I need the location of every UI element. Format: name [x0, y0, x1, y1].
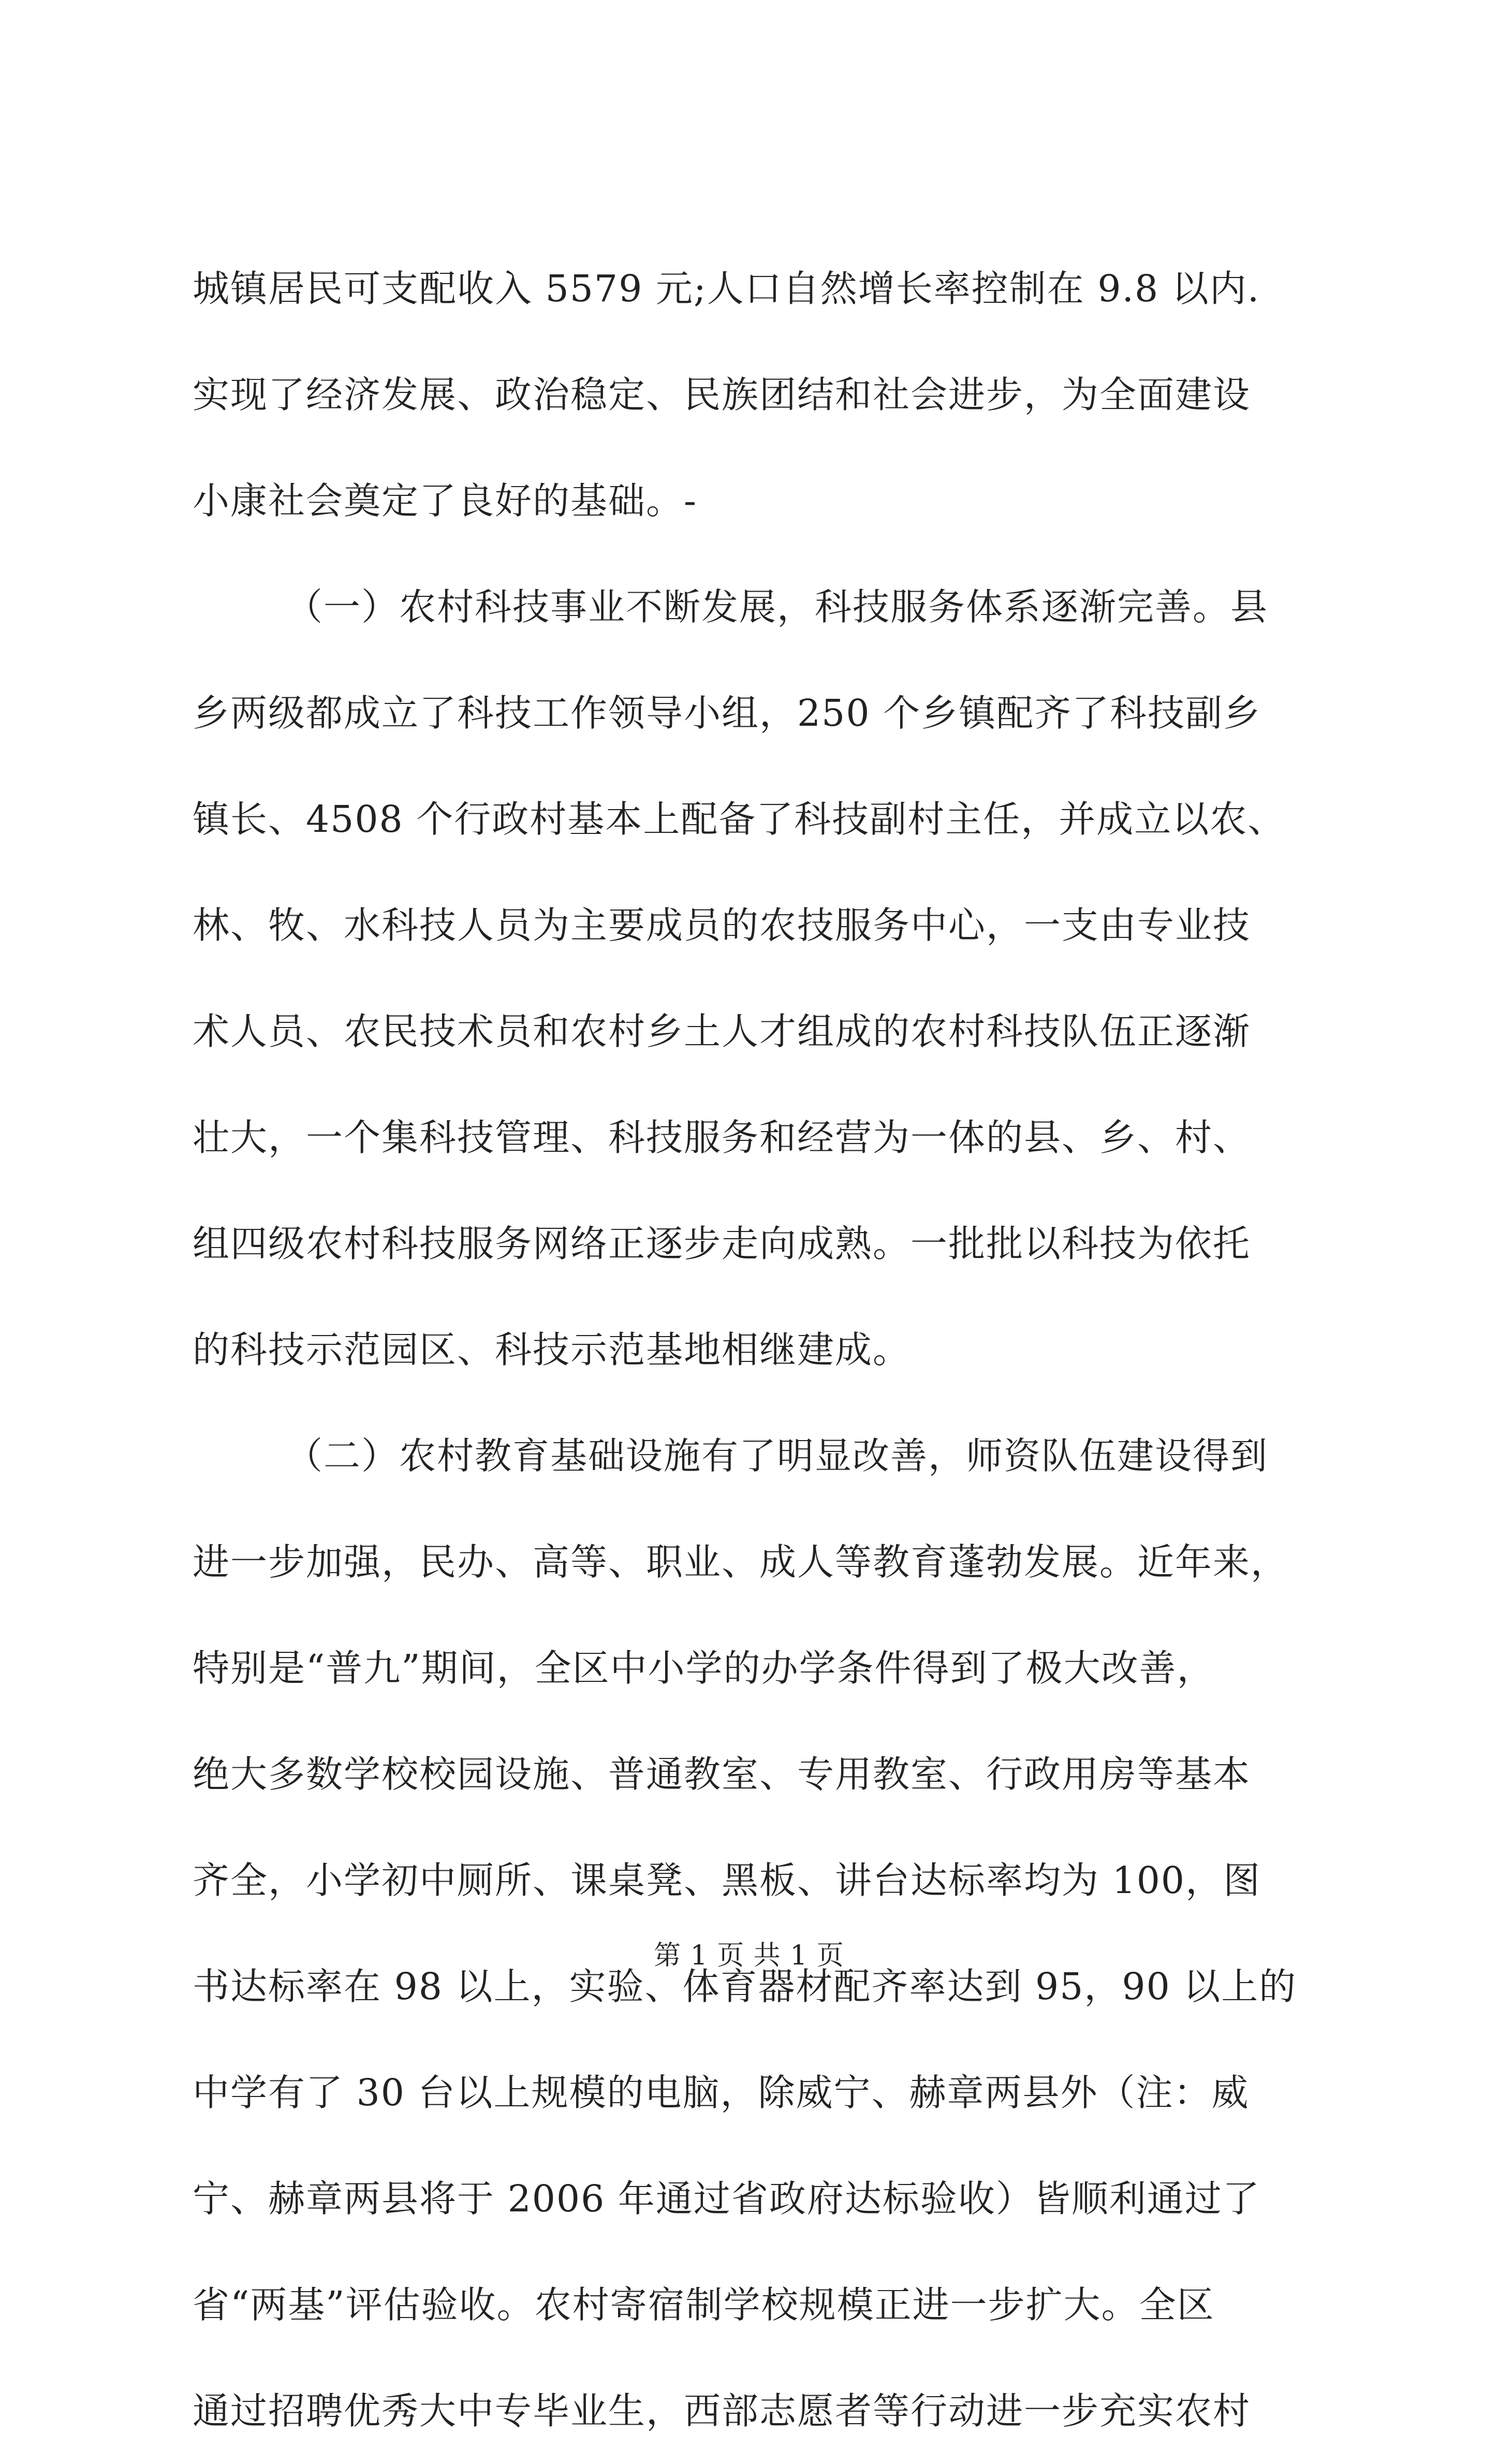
- text-line: 小康社会奠定了良好的基础。-: [193, 479, 697, 522]
- text-line: 宁、赫章两县将于 2006 年通过省政府达标验收）皆顺利通过了: [193, 2177, 1260, 2220]
- text-line: 特别是“普九”期间，全区中小学的办学条件得到了极大改善，: [193, 1647, 1215, 1690]
- text-line: 术人员、农民技术员和农村乡土人才组成的农村科技队伍正逐渐: [193, 1010, 1251, 1053]
- text-line: 林、牧、水科技人员为主要成员的农技服务中心，一支由专业技: [193, 904, 1251, 947]
- paragraph-heading-line: （一）农村科技事业不断发展，科技服务体系逐渐完善。县: [286, 585, 1269, 628]
- text-line: 通过招聘优秀大中专毕业生，西部志愿者等行动进一步充实农村: [193, 2389, 1251, 2432]
- text-line: 镇长、4508 个行政村基本上配备了科技副村主任，并成立以农、: [193, 798, 1286, 841]
- text-line: 进一步加强，民办、高等、职业、成人等教育蓬勃发展。近年来，: [193, 1541, 1289, 1583]
- text-line: 绝大多数学校校园设施、普通教室、专用教室、行政用房等基本: [193, 1753, 1251, 1796]
- text-line: 壮大，一个集科技管理、科技服务和经营为一体的县、乡、村、: [193, 1116, 1251, 1159]
- text-line: 书达标率在 98 以上，实验、体育器材配齐率达到 95，90 以上的: [193, 1965, 1297, 2008]
- text-line: 实现了经济发展、政治稳定、民族团结和社会进步，为全面建设: [193, 373, 1251, 416]
- text-line: 城镇居民可支配收入 5579 元;人口自然增长率控制在 9.8 以内.: [193, 267, 1260, 310]
- page-footer: 第 1 页 共 1 页: [654, 1940, 844, 1971]
- text-line: 乡两级都成立了科技工作领导小组，250 个乡镇配齐了科技副乡: [193, 692, 1261, 735]
- paragraph-heading-line: （二）农村教育基础设施有了明显改善，师资队伍建设得到: [286, 1434, 1269, 1477]
- text-line: 组四级农村科技服务网络正逐步走向成熟。一批批以科技为依托: [193, 1222, 1251, 1265]
- text-line: 省“两基”评估验收。农村寄宿制学校规模正进一步扩大。全区: [193, 2283, 1215, 2326]
- text-line: 的科技示范园区、科技示范基地相继建成。: [193, 1328, 911, 1371]
- text-line: 中学有了 30 台以上规模的电脑，除威宁、赫章两县外（注：威: [193, 2071, 1250, 2114]
- text-line: 齐全，小学初中厕所、课桌凳、黑板、讲台达标率均为 100，图: [193, 1859, 1261, 1902]
- document-body: [193, 236, 1305, 2464]
